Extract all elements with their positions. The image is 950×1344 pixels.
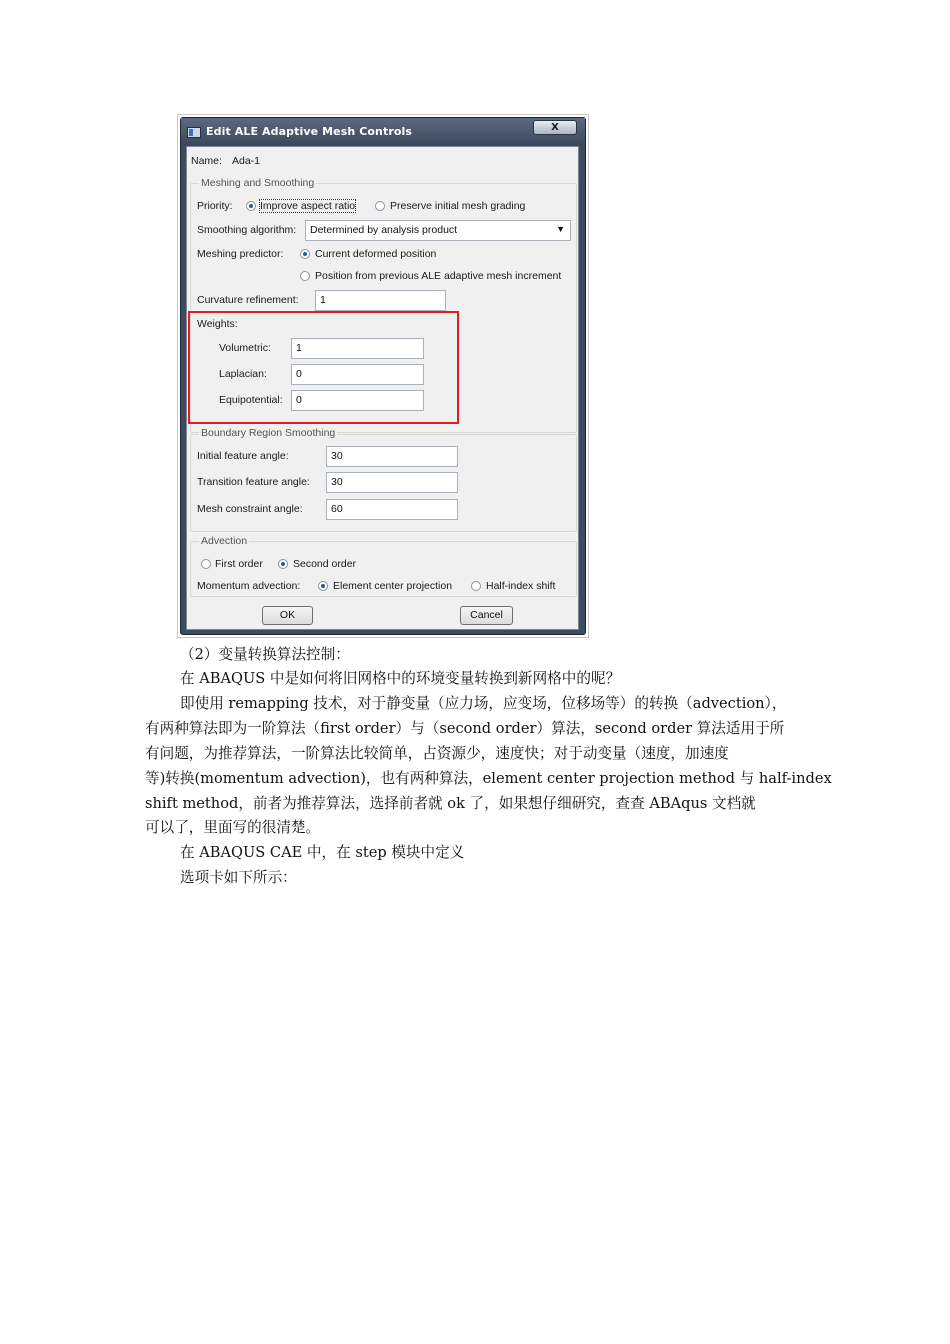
cancel-button[interactable]: Cancel <box>460 606 513 625</box>
paragraph-line: shift method，前者为推荐算法，选择前者就 ok 了，如果想仔细研究，查查 ABAqus 文档就 <box>145 795 756 812</box>
name-label: Name: <box>191 155 222 167</box>
priority-preserve-radio[interactable] <box>375 201 385 211</box>
initial-angle-label: Initial feature angle: <box>197 450 289 462</box>
priority-label: Priority: <box>197 200 233 212</box>
volumetric-label: Volumetric: <box>219 342 271 354</box>
predictor-previous-radio[interactable] <box>300 271 310 281</box>
equipotential-label: Equipotential: <box>219 394 283 406</box>
paragraph-line: 等)转换(momentum advection)，也有两种算法，element center projection method 与 half-index <box>145 770 832 787</box>
smoothing-select[interactable] <box>305 220 571 241</box>
equipotential-input[interactable]: 0 <box>291 390 424 411</box>
meshing-smoothing-title: Meshing and Smoothing <box>201 177 315 189</box>
momentum-label: Momentum advection: <box>197 580 301 592</box>
priority-preserve-label[interactable]: Preserve initial mesh grading <box>390 200 526 212</box>
window-icon <box>187 127 201 138</box>
constraint-angle-input[interactable]: 60 <box>326 499 458 520</box>
laplacian-label: Laplacian: <box>219 368 267 380</box>
ok-button[interactable]: OK <box>262 606 313 625</box>
half-index-label[interactable]: Half-index shift <box>486 580 556 592</box>
paragraph-line: 在 ABAQUS CAE 中，在 step 模块中定义 <box>180 844 465 861</box>
smoothing-select-value: Determined by analysis product <box>310 224 458 236</box>
curvature-input[interactable]: 1 <box>315 290 446 311</box>
first-order-label[interactable]: First order <box>215 558 263 570</box>
element-center-label[interactable]: Element center projection <box>333 580 453 592</box>
first-order-radio[interactable] <box>201 559 211 569</box>
transition-angle-label: Transition feature angle: <box>197 476 310 488</box>
weights-label: Weights: <box>197 318 238 330</box>
smoothing-label: Smoothing algorithm: <box>197 224 297 236</box>
paragraph-line: 在 ABAQUS 中是如何将旧网格中的环境变量转换到新网格中的呢？ <box>180 670 621 687</box>
paragraph-line: 即使用 remapping 技术，对于静变量（应力场，应变场，位移场等）的转换（advection）， <box>180 695 787 712</box>
second-order-label[interactable]: Second order <box>293 558 357 570</box>
element-center-radio[interactable] <box>318 581 328 591</box>
dialog-client-area <box>186 146 579 630</box>
predictor-current-radio[interactable] <box>300 249 310 259</box>
name-value: Ada-1 <box>232 155 261 167</box>
volumetric-input[interactable]: 1 <box>291 338 424 359</box>
dialog-screenshot <box>177 114 589 638</box>
paragraph-line: 有问题，为推荐算法，一阶算法比较简单，占资源少，速度快；对于动变量（速度，加速度 <box>145 745 729 762</box>
paragraph-line: 选项卡如下所示： <box>180 869 297 886</box>
dialog-title: Edit ALE Adaptive Mesh Controls <box>206 125 413 138</box>
paragraph-line: 可以了，里面写的很清楚。 <box>145 819 321 836</box>
curvature-label: Curvature refinement: <box>197 294 299 306</box>
chevron-down-icon: ▼ <box>556 224 565 234</box>
advection-title: Advection <box>201 535 248 547</box>
transition-angle-input[interactable]: 30 <box>326 472 458 493</box>
priority-improve-radio[interactable] <box>246 201 256 211</box>
priority-improve-label[interactable]: Improve aspect ratio <box>260 200 356 212</box>
laplacian-input[interactable]: 0 <box>291 364 424 385</box>
weights-highlight-box <box>188 311 459 424</box>
predictor-previous-label[interactable]: Position from previous ALE adaptive mesh increment <box>315 270 562 282</box>
half-index-radio[interactable] <box>471 581 481 591</box>
dialog-titlebar[interactable] <box>181 118 585 146</box>
close-button[interactable]: X <box>533 120 577 135</box>
constraint-angle-label: Mesh constraint angle: <box>197 503 303 515</box>
ale-mesh-controls-dialog <box>180 117 586 635</box>
boundary-smoothing-title: Boundary Region Smoothing <box>201 427 336 439</box>
predictor-label: Meshing predictor: <box>197 248 284 260</box>
predictor-current-label[interactable]: Current deformed position <box>315 248 437 260</box>
paragraph-line: 有两种算法即为一阶算法（first order）与（second order）算法，second order 算法适用于所 <box>145 720 785 737</box>
initial-angle-input[interactable]: 30 <box>326 446 458 467</box>
second-order-radio[interactable] <box>278 559 288 569</box>
section-heading: （2）变量转换算法控制： <box>180 646 350 663</box>
